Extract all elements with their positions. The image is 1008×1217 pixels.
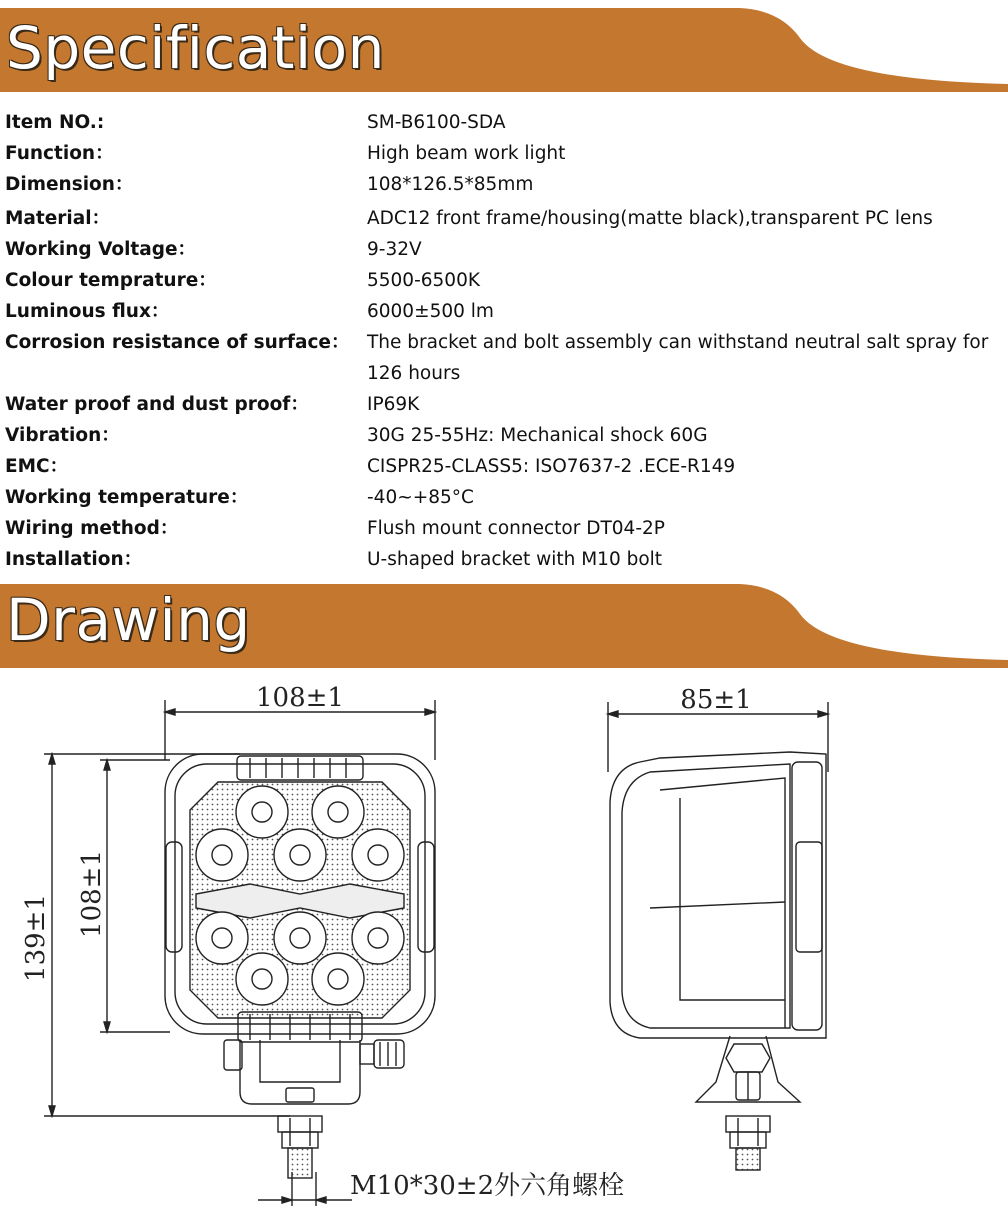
inner-height-label: 108±1 — [77, 850, 107, 938]
side-bracket — [696, 1036, 800, 1102]
technical-drawing — [0, 672, 1008, 1217]
spec-row-function — [5, 138, 1005, 169]
spec-label: Working Voltage： — [5, 239, 197, 260]
spec-row-material — [5, 200, 1005, 234]
spec-label: Vibration： — [5, 425, 120, 446]
heat-fins — [237, 756, 363, 780]
spec-row-dimension — [5, 169, 1005, 200]
spec-value: 30G 25-55Hz: Mechanical shock 60G — [367, 425, 708, 446]
spec-value: 108*126.5*85mm — [367, 174, 534, 195]
spec-value: IP69K — [367, 394, 420, 415]
spec-row-working-voltage — [5, 234, 1005, 265]
spec-label: Material： — [5, 208, 111, 229]
spec-row-working-temperature — [5, 482, 1005, 513]
spec-value: U-shaped bracket with M10 bolt — [367, 549, 663, 570]
spec-value: 9-32V — [367, 239, 422, 260]
spec-row-item-no — [5, 107, 1005, 138]
spec-label: Installation： — [5, 549, 143, 570]
side-grip — [796, 842, 822, 952]
side-housing-outline — [610, 752, 826, 1038]
spec-value: Flush mount connector DT04-2P — [367, 518, 665, 539]
side-grip-left — [166, 842, 182, 952]
bolt-note-label: M10*30±2外六角螺栓 — [350, 1171, 625, 1201]
spec-label: Luminous flux： — [5, 301, 170, 322]
side-mid-line — [650, 902, 785, 908]
spec-value: 6000±500 lm — [367, 301, 494, 322]
spec-row-installation — [5, 544, 1005, 575]
side-depth-label: 85±1 — [680, 685, 752, 715]
spec-label: Dimension： — [5, 174, 134, 195]
spec-value: SM-B6100-SDA — [367, 112, 506, 133]
side-view — [608, 702, 828, 1170]
drawing-banner — [0, 584, 1008, 668]
drawing-canvas — [0, 672, 1008, 1217]
spec-row-colour-temperature — [5, 265, 1005, 296]
spec-row-water-dust-proof — [5, 389, 1005, 420]
spec-value: The bracket and bolt assembly can withstand neutral salt spray for 126 hours — [367, 332, 989, 384]
spec-value: 5500-6500K — [367, 270, 480, 291]
spec-label: Item NO.: — [5, 112, 105, 133]
bracket — [224, 1012, 404, 1104]
spec-label: Water proof and dust proof： — [5, 394, 309, 415]
spec-row-corrosion-resistance — [5, 327, 1005, 389]
front-view — [44, 700, 435, 1206]
spec-label: Wiring method： — [5, 518, 179, 539]
spec-row-wiring-method — [5, 513, 1005, 544]
specification-title: Specification — [6, 14, 385, 82]
bolt — [278, 1116, 322, 1178]
specification-banner — [0, 8, 1008, 92]
spec-row-luminous-flux — [5, 296, 1005, 327]
spec-value: ADC12 front frame/housing(matte black),transparent PC lens — [367, 208, 933, 229]
spec-value: -40~+85°C — [367, 487, 474, 508]
spec-label: Working temperature： — [5, 487, 249, 508]
side-fin-line — [680, 798, 785, 1000]
side-bolt — [726, 1116, 770, 1170]
spec-value: High beam work light — [367, 143, 566, 164]
front-width-label: 108±1 — [256, 683, 344, 713]
side-housing-inner — [622, 764, 790, 1028]
spec-label: Function： — [5, 143, 114, 164]
side-grip-right — [418, 842, 434, 952]
spec-row-vibration — [5, 420, 1005, 451]
spec-label: Corrosion resistance of surface： — [5, 332, 350, 353]
spec-label: EMC： — [5, 456, 69, 477]
spec-value: CISPR25-CLASS5: ISO7637-2 .ECE-R149 — [367, 456, 736, 477]
total-height-label: 139±1 — [21, 894, 51, 982]
drawing-title: Drawing — [6, 586, 251, 654]
spec-label: Colour temprature： — [5, 270, 217, 291]
spec-row-emc — [5, 451, 1005, 482]
spec-table — [5, 107, 1005, 575]
